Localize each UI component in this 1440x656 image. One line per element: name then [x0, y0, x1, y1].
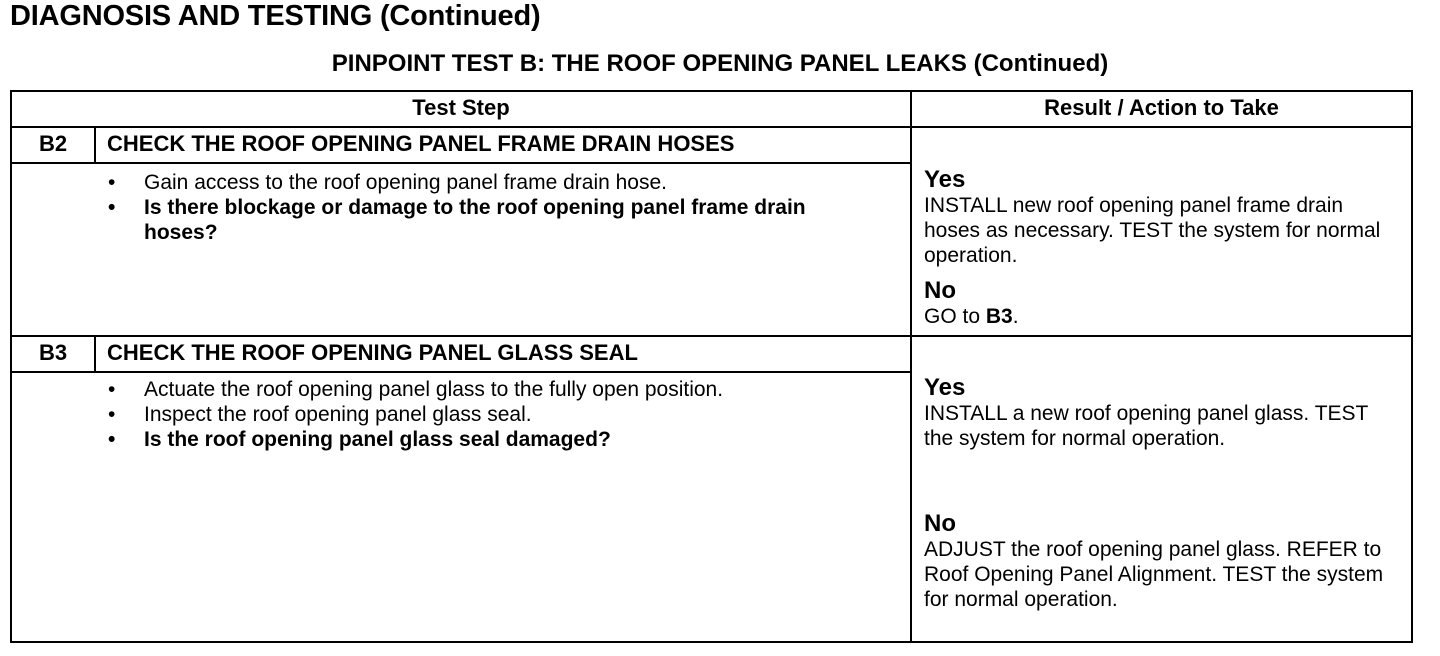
- row-divider: [10, 335, 1413, 337]
- list-item: [108, 377, 898, 402]
- table-border-top: [10, 90, 1413, 92]
- table-border-right: [1411, 90, 1413, 643]
- no-action-suffix: .: [1012, 305, 1019, 328]
- list-item: [108, 402, 898, 427]
- instruction-question: Is the roof opening panel glass seal damaged?: [144, 428, 611, 451]
- bullet-icon: •: [108, 403, 116, 426]
- pinpoint-test-title: PINPOINT TEST B: THE ROOF OPENING PANEL LEAKS (Continued): [331, 50, 1109, 77]
- table-border-bottom: [10, 641, 1413, 643]
- no-action-text: [924, 304, 1404, 329]
- step-b3-yes: [924, 375, 1404, 451]
- header-result-action: Result / Action to Take: [1044, 95, 1279, 120]
- step-title-b2: CHECK THE ROOF OPENING PANEL FRAME DRAIN HOSES: [107, 131, 735, 156]
- step-id-b2: B2: [38, 131, 68, 156]
- step-b2-results: [924, 167, 1404, 329]
- no-label: No: [924, 510, 956, 537]
- page-title: DIAGNOSIS AND TESTING (Continued): [10, 0, 541, 32]
- step-id-b3: B3: [38, 340, 68, 365]
- b2-id-divider: [94, 126, 96, 164]
- table-border-left: [10, 90, 12, 643]
- step-title-b3: CHECK THE ROOF OPENING PANEL GLASS SEAL: [107, 340, 638, 365]
- instruction-question: Is there blockage or damage to the roof opening panel frame drain hoses?: [144, 196, 806, 244]
- instruction-text: Actuate the roof opening panel glass to the fully open position.: [144, 378, 724, 401]
- b3-id-divider: [94, 335, 96, 373]
- bullet-icon: •: [108, 428, 116, 451]
- step-reference-b3: B3: [985, 305, 1013, 328]
- yes-label: Yes: [924, 374, 966, 401]
- yes-action-text: INSTALL new roof opening panel frame drain hoses as necessary. TEST the system for normal operation.: [924, 194, 1381, 267]
- list-item: [108, 170, 828, 195]
- instruction-text: Gain access to the roof opening panel frame drain hose.: [144, 171, 667, 194]
- b3-title-divider: [10, 371, 912, 373]
- column-divider: [910, 90, 912, 643]
- list-item: [108, 427, 898, 452]
- list-item: [108, 195, 828, 245]
- instruction-text: Inspect the roof opening panel glass seal.: [144, 403, 532, 426]
- no-action-text: ADJUST the roof opening panel glass. REFER to Roof Opening Panel Alignment. TEST the system for normal operation.: [924, 538, 1384, 611]
- yes-label: Yes: [924, 166, 966, 193]
- b2-title-divider: [10, 162, 912, 164]
- step-b3-no: [924, 511, 1409, 612]
- bullet-icon: •: [108, 378, 116, 401]
- step-b3-instructions: [108, 377, 898, 452]
- bullet-icon: •: [108, 196, 116, 219]
- step-b2-instructions: [108, 170, 828, 245]
- header-test-step: Test Step: [412, 95, 510, 120]
- no-action-prefix: GO to: [924, 305, 986, 328]
- bullet-icon: •: [108, 171, 116, 194]
- header-divider: [10, 126, 1413, 128]
- no-label: No: [924, 277, 956, 304]
- yes-action-text: INSTALL a new roof opening panel glass. TEST the system for normal operation.: [924, 402, 1368, 450]
